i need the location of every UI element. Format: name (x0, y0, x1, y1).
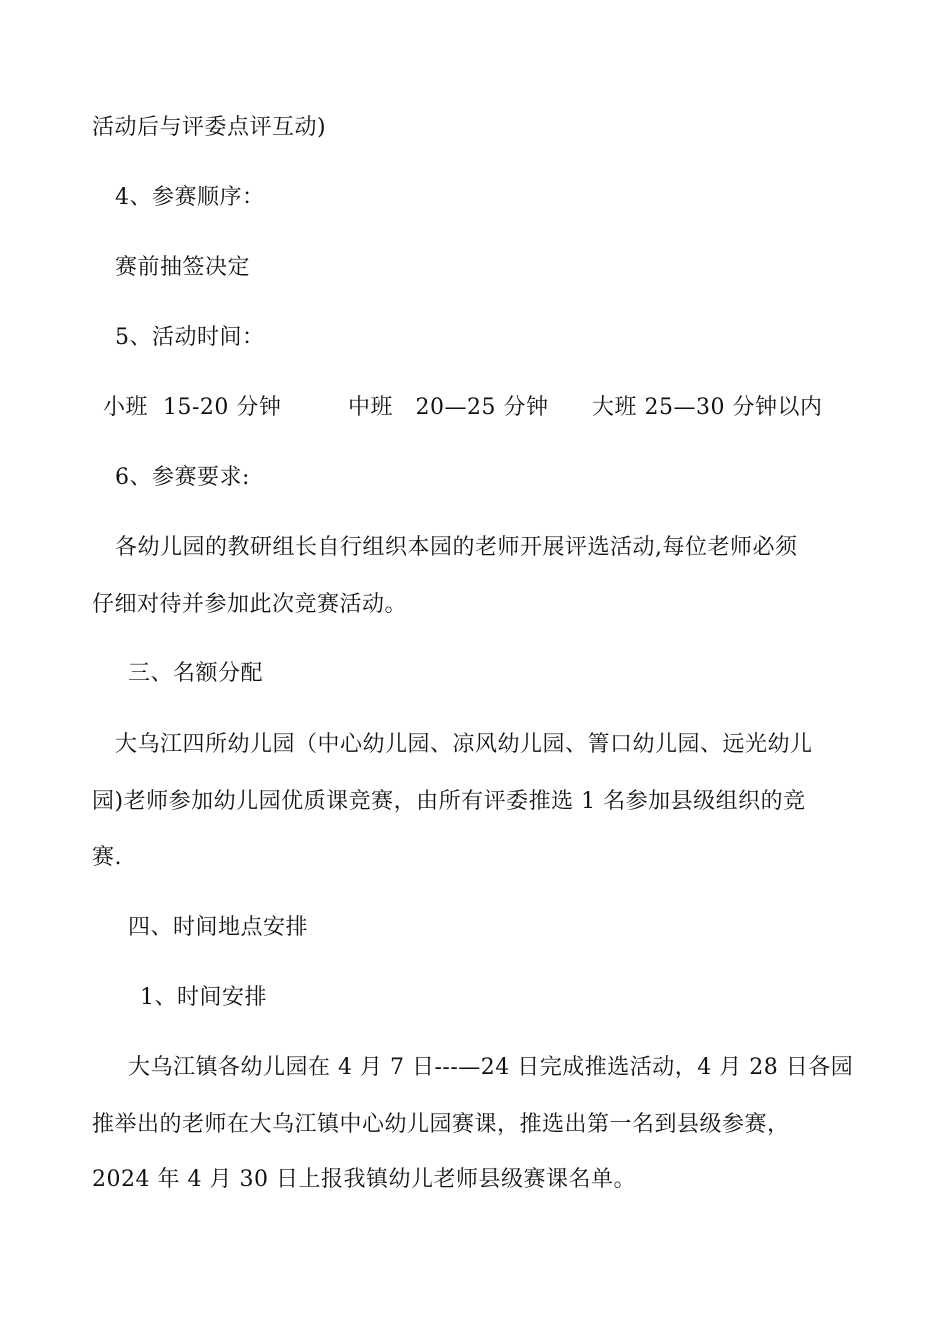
paragraph-line: 大乌江镇各幼儿园在 4 月 7 日---—24 日完成推选活动，4 月 28 日各园 (128, 1055, 854, 1080)
paragraph-line: 赛. (92, 845, 122, 870)
paragraph-line: 园)老师参加幼儿园优质课竞赛，由所有评委推选 1 名参加县级组织的竞 (92, 789, 806, 814)
section-heading: 四、时间地点安排 (128, 915, 309, 940)
section-heading: 6、参赛要求: (115, 465, 250, 490)
paragraph-line: 大乌江四所幼儿园（中心幼儿园、凉风幼儿园、箐口幼儿园、远光幼儿 (115, 732, 813, 757)
paragraph-line: 赛前抽签决定 (115, 255, 251, 280)
paragraph-line: 各幼儿园的教研组长自行组织本园的老师开展评选活动,每位老师必须 (115, 535, 798, 560)
paragraph-line: 仔细对待并参加此次竞赛活动。 (92, 592, 408, 617)
section-heading: 1、时间安排 (140, 985, 267, 1010)
section-heading: 4、参赛顺序： (115, 185, 265, 210)
section-heading: 三、名额分配 (128, 661, 264, 686)
paragraph-line: 2024 年 4 月 30 日上报我镇幼儿老师县级赛课名单。 (92, 1167, 636, 1192)
section-heading: 5、活动时间： (115, 325, 265, 350)
small-class-time: 小班 15-20 分钟 (103, 395, 282, 420)
paragraph-line: 推举出的老师在大乌江镇中心幼儿园赛课，推选出第一名到县级参赛， (92, 1112, 790, 1137)
paragraph-line: 活动后与评委点评互动) (92, 115, 327, 140)
large-class-time: 大班 25—30 分钟以内 (592, 395, 823, 420)
middle-class-time: 中班 20—25 分钟 (348, 395, 549, 420)
